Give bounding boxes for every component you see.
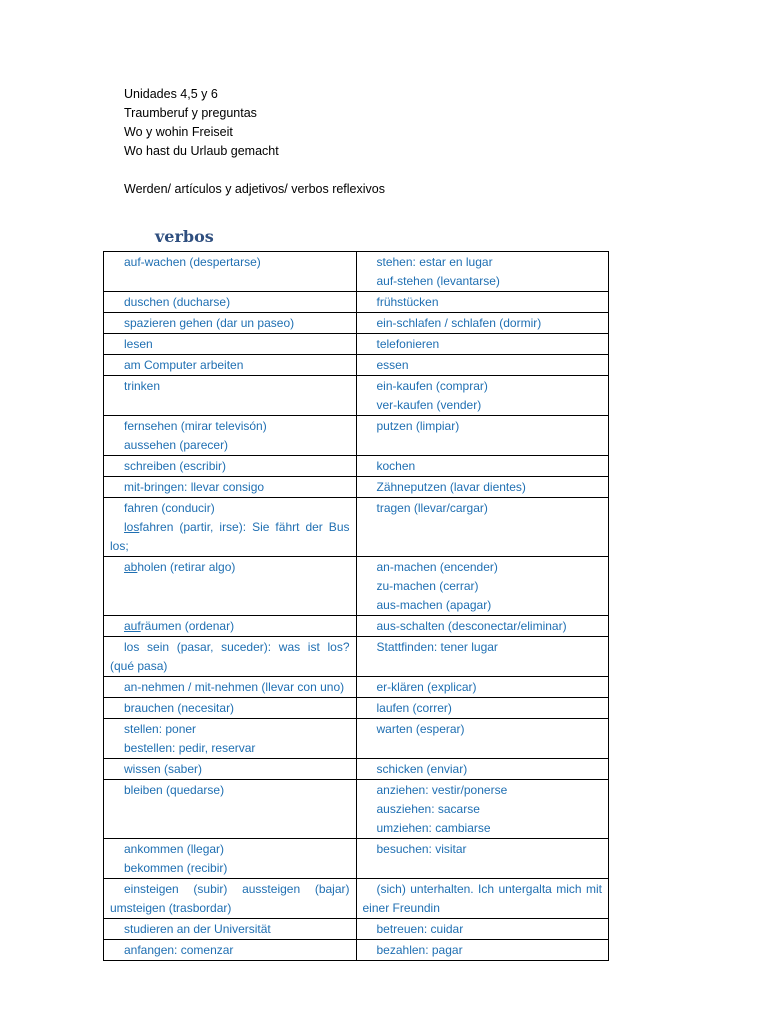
table-cell bbox=[104, 698, 357, 719]
table-cell bbox=[356, 879, 609, 919]
table-row bbox=[104, 698, 609, 719]
table-row bbox=[104, 780, 609, 839]
verb-entry: warten (esperar) bbox=[376, 722, 465, 736]
table-cell bbox=[356, 557, 609, 616]
table-cell bbox=[104, 498, 357, 557]
table-cell bbox=[356, 416, 609, 456]
verb-entry: laufen (correr) bbox=[376, 701, 452, 715]
verb-entry: ver-kaufen (vender) bbox=[376, 398, 482, 412]
table-cell bbox=[104, 719, 357, 759]
verb-entry: stehen: estar en lugar bbox=[376, 255, 493, 269]
verb-entry: abholen (retirar algo) bbox=[124, 560, 236, 574]
table-cell bbox=[104, 477, 357, 498]
table-cell bbox=[104, 940, 357, 961]
verb-entry: essen bbox=[376, 358, 409, 372]
table-row bbox=[104, 759, 609, 780]
verb-entry: aus-machen (apagar) bbox=[376, 598, 492, 612]
verb-entry: betreuen: cuidar bbox=[376, 922, 464, 936]
table-cell bbox=[104, 557, 357, 616]
verb-entry: Stattfinden: tener lugar bbox=[376, 640, 498, 654]
table-cell bbox=[356, 313, 609, 334]
verb-entry: mit-bringen: llevar consigo bbox=[124, 480, 265, 494]
table-cell bbox=[104, 334, 357, 355]
verb-entry: einsteigen (subir) aussteigen (bajar) umsteigen (trasbordar) bbox=[110, 882, 350, 915]
verb-entry: auf-stehen (levantarse) bbox=[376, 274, 500, 288]
verbs-table bbox=[103, 251, 609, 961]
table-cell bbox=[356, 292, 609, 313]
verb-entry: zu-machen (cerrar) bbox=[376, 579, 479, 593]
table-cell bbox=[356, 637, 609, 677]
verb-entry: er-klären (explicar) bbox=[376, 680, 477, 694]
verb-entry: anfangen: comenzar bbox=[124, 943, 234, 957]
topic-line: Wo hast du Urlaub gemacht bbox=[124, 144, 279, 158]
table-cell bbox=[104, 376, 357, 416]
verb-entry: kochen bbox=[376, 459, 416, 473]
table-cell bbox=[104, 839, 357, 879]
verb-entry: ausziehen: sacarse bbox=[376, 802, 480, 816]
table-cell bbox=[104, 780, 357, 839]
table-cell bbox=[104, 759, 357, 780]
table-cell bbox=[356, 698, 609, 719]
verb-entry: am Computer arbeiten bbox=[124, 358, 244, 372]
verb-entry: lesen bbox=[124, 337, 153, 351]
table-cell bbox=[356, 252, 609, 292]
verb-entry: aufräumen (ordenar) bbox=[124, 619, 235, 633]
table-cell bbox=[104, 252, 357, 292]
verb-entry: bestellen: pedir, reservar bbox=[124, 741, 256, 755]
table-row bbox=[104, 616, 609, 637]
table-cell bbox=[356, 677, 609, 698]
verb-entry: trinken bbox=[124, 379, 161, 393]
verb-entry: umziehen: cambiarse bbox=[376, 821, 491, 835]
verb-entry: bekommen (recibir) bbox=[124, 861, 228, 875]
verb-entry: schreiben (escribir) bbox=[124, 459, 227, 473]
table-cell bbox=[356, 376, 609, 416]
verb-entry: aus-schalten (desconectar/eliminar) bbox=[376, 619, 567, 633]
table-row bbox=[104, 376, 609, 416]
table-cell bbox=[104, 292, 357, 313]
table-cell bbox=[104, 313, 357, 334]
topic-line: Wo y wohin Freiseit bbox=[124, 125, 233, 139]
verb-entry: frühstücken bbox=[376, 295, 439, 309]
table-cell bbox=[104, 879, 357, 919]
table-cell bbox=[104, 616, 357, 637]
verb-entry: tragen (llevar/cargar) bbox=[376, 501, 488, 515]
grammar-topics-line: Werden/ artículos y adjetivos/ verbos reflexivos bbox=[124, 182, 385, 196]
table-row bbox=[104, 839, 609, 879]
table-row bbox=[104, 456, 609, 477]
separable-prefix: ab bbox=[124, 560, 138, 574]
verb-entry: losfahren (partir, irse): Sie fährt der Bus los; bbox=[110, 520, 350, 553]
table-row bbox=[104, 355, 609, 376]
verb-entry: an-machen (encender) bbox=[376, 560, 498, 574]
table-cell bbox=[104, 637, 357, 677]
table-row bbox=[104, 879, 609, 919]
verb-entry: Zähneputzen (lavar dientes) bbox=[376, 480, 526, 494]
verb-entry: an-nehmen / mit-nehmen (llevar con uno) bbox=[124, 680, 345, 694]
table-cell bbox=[356, 940, 609, 961]
table-cell bbox=[104, 677, 357, 698]
verb-entry: ankommen (llegar) bbox=[124, 842, 225, 856]
separable-prefix: auf bbox=[124, 619, 141, 633]
verb-entry: fahren (conducir) bbox=[124, 501, 215, 515]
verb-entry: brauchen (necesitar) bbox=[124, 701, 235, 715]
table-row bbox=[104, 416, 609, 456]
verb-entry: stellen: poner bbox=[124, 722, 197, 736]
table-cell bbox=[356, 498, 609, 557]
verb-entry: los sein (pasar, suceder): was ist los? (qué pasa) bbox=[110, 640, 350, 673]
table-cell bbox=[356, 919, 609, 940]
verb-entry: besuchen: visitar bbox=[376, 842, 467, 856]
unit-title: Unidades 4,5 y 6 bbox=[124, 87, 218, 101]
separable-prefix: los bbox=[124, 520, 140, 534]
table-cell bbox=[356, 334, 609, 355]
verb-entry: fernsehen (mirar televisón) bbox=[124, 419, 267, 433]
verb-entry: ein-kaufen (comprar) bbox=[376, 379, 488, 393]
table-row bbox=[104, 677, 609, 698]
table-cell bbox=[356, 780, 609, 839]
document-header bbox=[124, 85, 385, 199]
verb-entry: putzen (limpiar) bbox=[376, 419, 460, 433]
verb-entry: aussehen (parecer) bbox=[124, 438, 229, 452]
table-row bbox=[104, 719, 609, 759]
table-cell bbox=[356, 456, 609, 477]
table-row bbox=[104, 557, 609, 616]
table-cell bbox=[356, 839, 609, 879]
table-cell bbox=[356, 616, 609, 637]
verb-entry: (sich) unterhalten. Ich untergalta mich mit einer Freundin bbox=[362, 882, 602, 915]
table-row bbox=[104, 477, 609, 498]
verb-entry: studieren an der Universität bbox=[124, 922, 271, 936]
table-row bbox=[104, 940, 609, 961]
verb-entry: bleiben (quedarse) bbox=[124, 783, 225, 797]
table-row bbox=[104, 498, 609, 557]
verb-entry: duschen (ducharse) bbox=[124, 295, 231, 309]
topic-line: Traumberuf y preguntas bbox=[124, 106, 257, 120]
verb-entry: anziehen: vestir/ponerse bbox=[376, 783, 508, 797]
table-cell bbox=[104, 416, 357, 456]
table-cell bbox=[104, 355, 357, 376]
table-cell bbox=[104, 456, 357, 477]
table-row bbox=[104, 292, 609, 313]
verb-entry: telefonieren bbox=[376, 337, 440, 351]
table-cell bbox=[356, 759, 609, 780]
verb-entry: wissen (saber) bbox=[124, 762, 203, 776]
verb-entry: bezahlen: pagar bbox=[376, 943, 463, 957]
table-row bbox=[104, 334, 609, 355]
table-cell bbox=[356, 477, 609, 498]
table-row bbox=[104, 637, 609, 677]
verb-entry: schicken (enviar) bbox=[376, 762, 468, 776]
verb-entry: auf-wachen (despertarse) bbox=[124, 255, 261, 269]
table-cell bbox=[356, 719, 609, 759]
table-row bbox=[104, 919, 609, 940]
verb-entry: spazieren gehen (dar un paseo) bbox=[124, 316, 295, 330]
table-row bbox=[104, 313, 609, 334]
verb-entry: ein-schlafen / schlafen (dormir) bbox=[376, 316, 542, 330]
table-cell bbox=[104, 919, 357, 940]
table-row bbox=[104, 252, 609, 292]
section-heading: verbos bbox=[155, 227, 214, 246]
table-cell bbox=[356, 355, 609, 376]
